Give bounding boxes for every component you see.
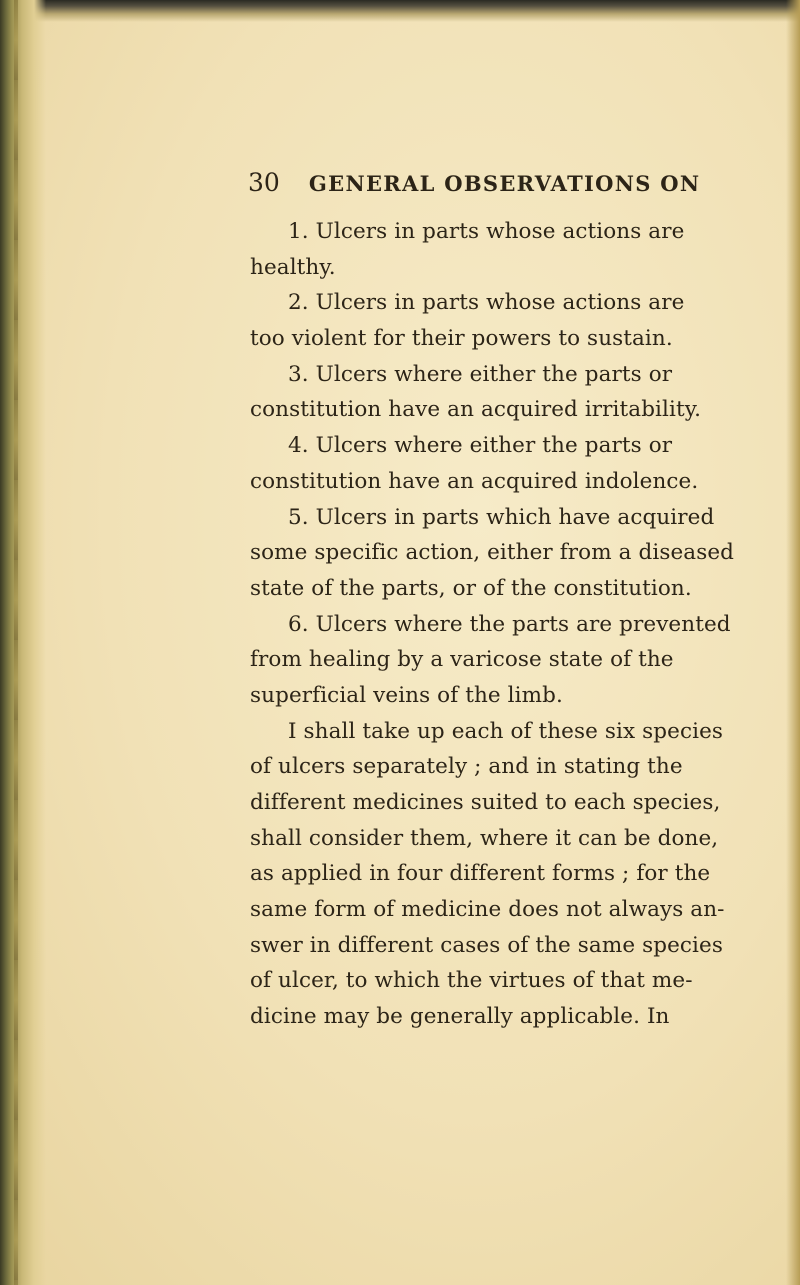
text-line: superficial veins of the limb. xyxy=(250,682,563,708)
body-text xyxy=(250,214,750,1035)
page-header xyxy=(248,168,748,202)
page-right-edge xyxy=(786,0,800,1285)
text-line: as applied in four different forms ; for the xyxy=(250,861,711,887)
text-line: I shall take up each of these six species xyxy=(288,718,724,744)
text-line: different medicines suited to each species, xyxy=(250,790,721,815)
text-line: 3. Ulcers where either the parts or xyxy=(288,361,673,387)
text-line: shall consider them, where it can be done, xyxy=(250,825,719,851)
text-line: same form of medicine does not always an- xyxy=(250,897,725,923)
text-line: from healing by a varicose state of the xyxy=(250,647,674,673)
text-line: 4. Ulcers where either the parts or xyxy=(288,433,673,459)
running-title: GENERAL OBSERVATIONS ON xyxy=(308,171,701,196)
book-spine-shadow xyxy=(0,0,46,1285)
text-line: of ulcers separately ; and in stating the xyxy=(250,754,683,780)
page-number: 30 xyxy=(248,168,280,197)
binding-edge xyxy=(14,0,18,1285)
text-line: constitution have an acquired indolence. xyxy=(250,468,699,494)
text-line: too violent for their powers to sustain. xyxy=(250,326,673,352)
text-line: 1. Ulcers in parts whose actions are xyxy=(288,219,685,244)
page-top-edge xyxy=(0,0,800,22)
text-line: state of the parts, or of the constitution. xyxy=(250,575,692,601)
text-line: 6. Ulcers where the parts are prevented xyxy=(288,611,731,637)
text-line: of ulcer, to which the virtues of that me- xyxy=(250,968,693,994)
text-line: 2. Ulcers in parts whose actions are xyxy=(288,290,685,316)
text-line: some specific action, either from a diseased xyxy=(250,540,735,566)
text-line: dicine may be generally applicable. In xyxy=(250,1004,670,1030)
text-line: swer in different cases of the same species xyxy=(250,932,723,958)
text-line: constitution have an acquired irritability. xyxy=(250,397,702,423)
text-line: 5. Ulcers in parts which have acquired xyxy=(288,504,715,530)
text-line: healthy. xyxy=(250,254,336,280)
